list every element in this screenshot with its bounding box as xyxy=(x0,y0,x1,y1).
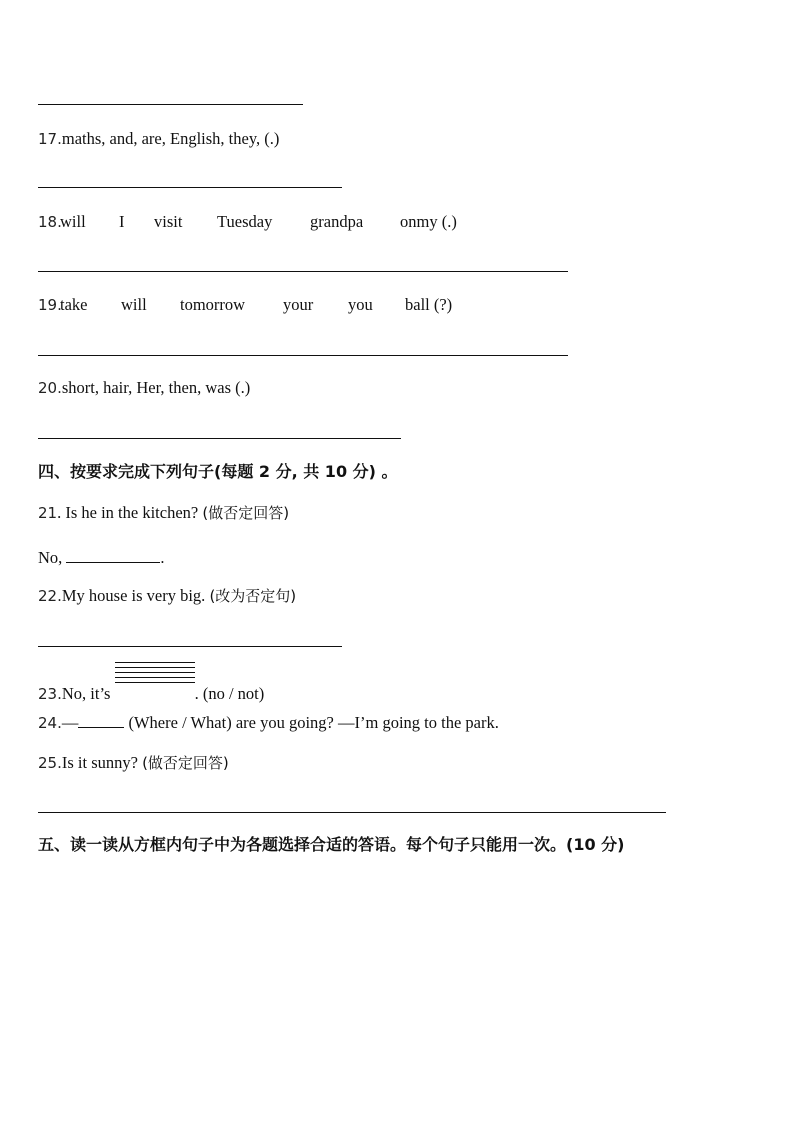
scrambled-word: will xyxy=(121,295,147,314)
question-number: 23. xyxy=(38,685,62,703)
question-21 xyxy=(38,503,289,523)
question-text: short, hair, Her, then, was (.) xyxy=(61,378,251,397)
question-number: 17. xyxy=(38,130,62,148)
answer-line-22[interactable] xyxy=(38,646,342,647)
answer-21 xyxy=(38,546,165,568)
scrambled-word: I xyxy=(119,212,125,231)
answer-suffix: . xyxy=(160,548,165,567)
question-text: (Where / What) are you going? —I’m going to the park. xyxy=(128,713,499,732)
question-23 xyxy=(38,675,264,704)
question-instruction: (做否定回答) xyxy=(202,504,290,522)
scrambled-word: visit xyxy=(154,212,183,231)
question-19 xyxy=(38,295,498,317)
section-5-heading: 五、读一读从方框内句子中为各题选择合适的答语。每个句子只能用一次。(10 分) xyxy=(38,835,625,854)
question-text: Is it sunny? xyxy=(61,753,143,772)
scrambled-word: will xyxy=(60,212,86,231)
question-text: . Is he in the kitchen? xyxy=(57,503,203,522)
question-number: 24. xyxy=(38,714,62,732)
question-number: 20. xyxy=(38,379,62,397)
question-18 xyxy=(38,212,498,234)
question-text: My house is very big. xyxy=(61,586,210,605)
answer-line-25[interactable] xyxy=(38,812,666,813)
question-text: maths, and, are, English, they, (.) xyxy=(61,129,280,148)
scrambled-word: your xyxy=(283,295,314,314)
scrambled-word: grandpa xyxy=(310,212,364,231)
scrambled-word: ball (?) xyxy=(405,295,453,314)
question-17 xyxy=(38,129,279,149)
answer-blank[interactable] xyxy=(78,711,124,728)
answer-line-20[interactable] xyxy=(38,438,401,439)
question-25 xyxy=(38,753,229,773)
question-options: . (no / not) xyxy=(194,684,265,703)
question-instruction: (改为否定句) xyxy=(209,587,297,605)
answer-line-17[interactable] xyxy=(38,187,342,188)
question-number: 19. xyxy=(38,296,62,314)
question-number: 21 xyxy=(38,504,58,522)
question-instruction: (做否定回答) xyxy=(142,754,229,772)
scrambled-word: onmy (.) xyxy=(400,212,457,231)
answer-line-18[interactable] xyxy=(38,271,568,272)
question-20 xyxy=(38,378,250,398)
answer-line-16[interactable] xyxy=(38,104,303,105)
question-number: 22. xyxy=(38,587,62,605)
scrambled-word: take xyxy=(60,295,88,314)
answer-line-19[interactable] xyxy=(38,355,568,356)
scrambled-word: Tuesday xyxy=(217,212,273,231)
answer-blank-stacked[interactable] xyxy=(115,675,195,699)
question-24 xyxy=(38,711,499,733)
dash: — xyxy=(61,713,79,732)
question-number: 25. xyxy=(38,754,62,772)
answer-blank[interactable] xyxy=(66,546,160,563)
question-22 xyxy=(38,586,296,606)
question-number: 18. xyxy=(38,213,62,231)
scrambled-word: tomorrow xyxy=(180,295,246,314)
section-4-heading: 四、按要求完成下列句子(每题 2 分, 共 10 分) 。 xyxy=(38,462,398,481)
question-text: No, it’s xyxy=(61,684,115,703)
scrambled-word: you xyxy=(348,295,373,314)
answer-prefix: No, xyxy=(38,548,67,567)
